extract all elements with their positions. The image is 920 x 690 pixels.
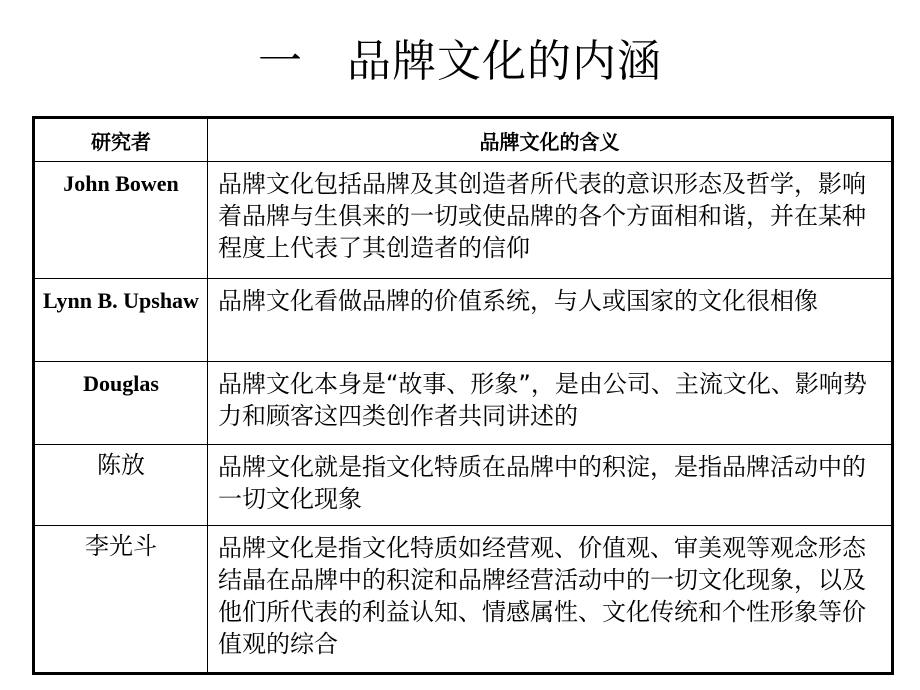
- table-header-row: [34, 118, 893, 162]
- table-row: [34, 526, 893, 674]
- title-text: 品牌文化的内涵: [347, 36, 662, 87]
- table-row: [34, 362, 893, 445]
- table-row: [34, 162, 893, 279]
- researcher-cell: 李光斗: [34, 526, 208, 674]
- researcher-cell: Douglas: [34, 362, 208, 445]
- meaning-cell: 品牌文化就是指文化特质在品牌中的积淀，是指品牌活动中的一切文化现象: [208, 445, 893, 526]
- researcher-cell: John Bowen: [34, 162, 208, 279]
- header-meaning: 品牌文化的含义: [208, 118, 893, 162]
- meaning-cell: 品牌文化包括品牌及其创造者所代表的意识形态及哲学，影响着品牌与生俱来的一切或使品牌的各个方面相和谐，并在某种程度上代表了其创造者的信仰: [208, 162, 893, 279]
- slide-title: [0, 32, 920, 92]
- researcher-cell: Lynn B. Upshaw: [34, 279, 208, 362]
- researcher-cell: 陈放: [34, 445, 208, 526]
- table-row: [34, 279, 893, 362]
- header-researcher: 研究者: [34, 118, 208, 162]
- meaning-cell: 品牌文化是指文化特质如经营观、价值观、审美观等观念形态结晶在品牌中的积淀和品牌经营活动中的一切文化现象，以及他们所代表的利益认知、情感属性、文化传统和个性形象等价值观的综合: [208, 526, 893, 674]
- meaning-cell: 品牌文化本身是“故事、形象”，是由公司、主流文化、影响势力和顾客这四类创作者共同讲述的: [208, 362, 893, 445]
- meaning-cell: 品牌文化看做品牌的价值系统，与人或国家的文化很相像: [208, 279, 893, 362]
- title-number: 一: [258, 36, 303, 87]
- table-row: [34, 445, 893, 526]
- brand-culture-table: [32, 116, 894, 675]
